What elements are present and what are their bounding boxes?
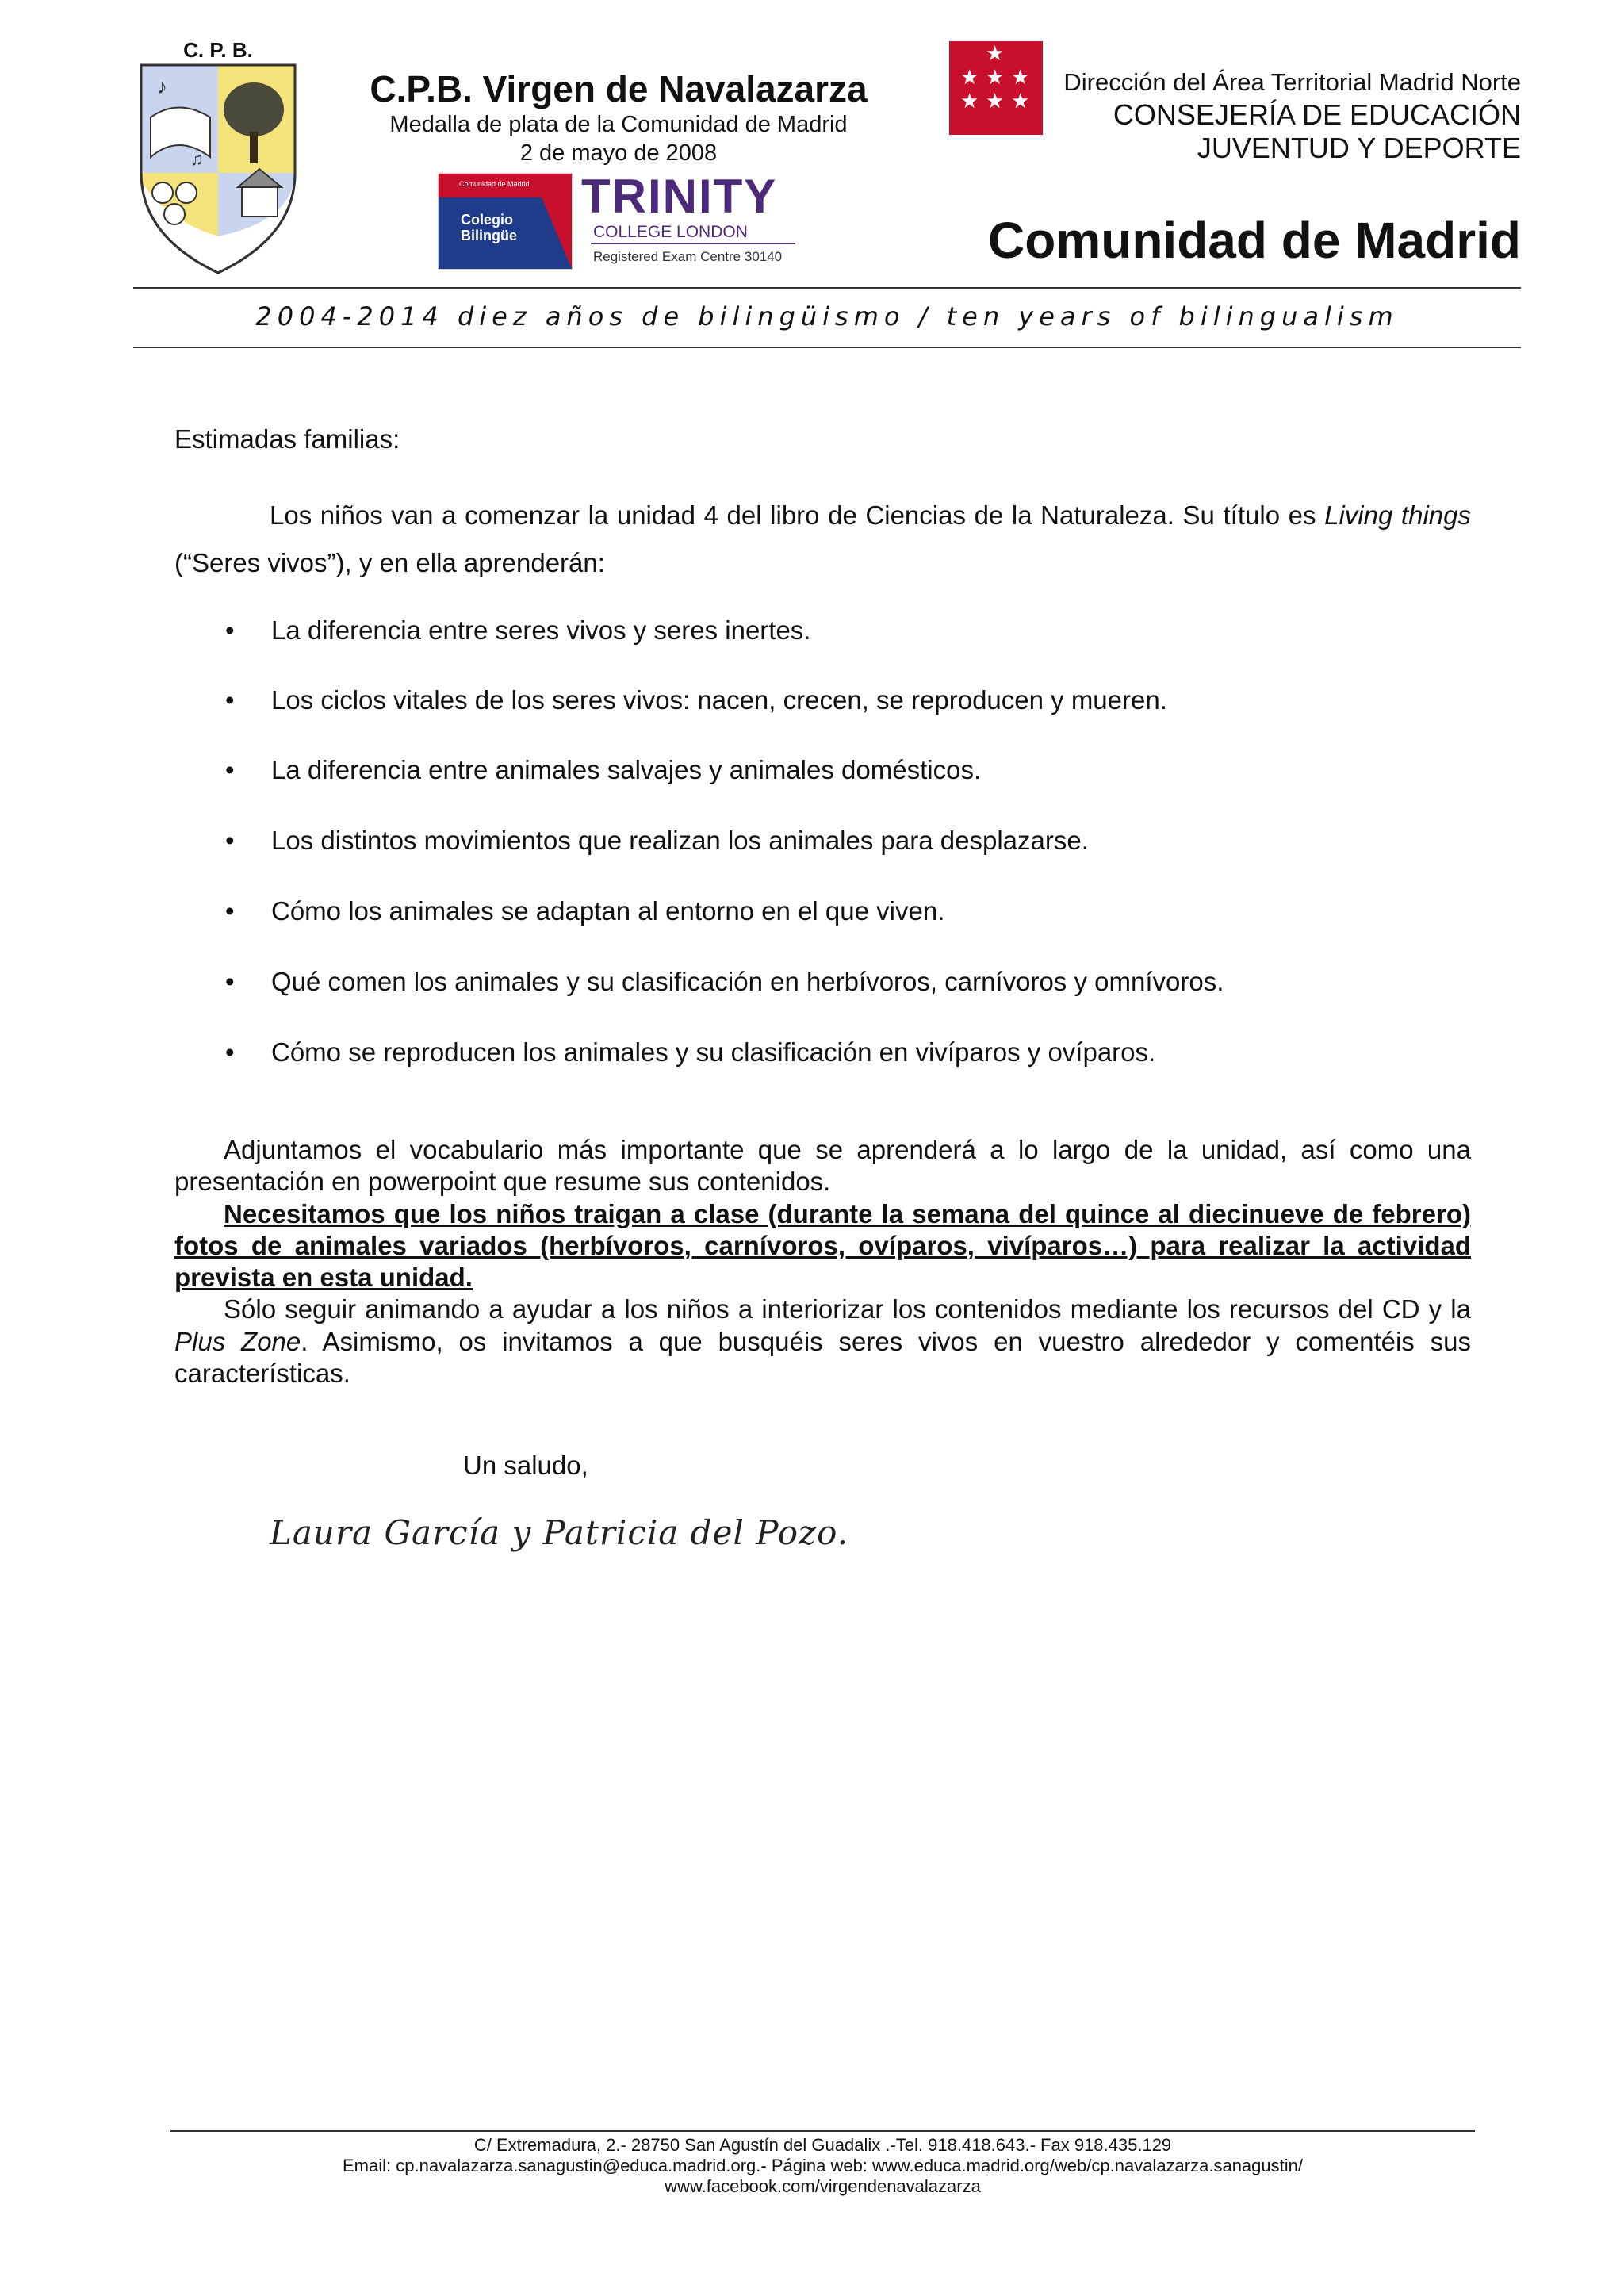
star-icon: ★ bbox=[986, 89, 1005, 113]
vocabulary-paragraph: Adjuntamos el vocabulario más importante que se aprenderá a lo largo de la unidad, así como una presentación en powerpoint que resume sus contenidos. bbox=[174, 1135, 1471, 1197]
consejeria-heading: CONSEJERÍA DE EDUCACIÓN bbox=[1113, 98, 1521, 131]
star-icon: ★ bbox=[960, 89, 979, 113]
unit-title: Living things bbox=[1324, 500, 1471, 530]
trinity-logo-college: COLLEGE LONDON bbox=[593, 223, 748, 241]
comunidad-heading: Comunidad de Madrid bbox=[988, 212, 1521, 269]
bullet-icon: • bbox=[225, 685, 235, 715]
svg-text:♫: ♫ bbox=[190, 149, 204, 169]
plus-zone-term: Plus Zone bbox=[174, 1326, 301, 1356]
encouragement-text-end: . Asimismo, os invitamos a que busquéis seres vivos en vuestro alrededor y comentéis sus características. bbox=[174, 1326, 1471, 1388]
footer-facebook: www.facebook.com/virgendenavalazarza bbox=[665, 2176, 981, 2196]
juventud-heading: JUVENTUD Y DEPORTE bbox=[1197, 132, 1521, 164]
dat-heading: Dirección del Área Territorial Madrid Norte bbox=[1063, 68, 1521, 96]
footer-divider bbox=[170, 2130, 1475, 2132]
star-icon: ★ bbox=[1011, 65, 1030, 89]
header-divider-top bbox=[133, 287, 1521, 289]
trinity-divider bbox=[591, 243, 795, 244]
letter-paragraphs bbox=[174, 1134, 1471, 1389]
bullet-icon: • bbox=[225, 967, 235, 996]
footer-address: C/ Extremadura, 2.- 28750 San Agustín del Guadalix .-Tel. 918.418.643.- Fax 918.435.129 bbox=[473, 2135, 1172, 2155]
star-icon: ★ bbox=[960, 65, 979, 89]
intro-text-end: (“Seres vivos”), y en ella aprenderán: bbox=[174, 548, 605, 577]
bilingue-badge-top-label: Comunidad de Madrid bbox=[459, 180, 530, 188]
greeting: Estimadas familias: bbox=[174, 424, 400, 454]
madrid-flag-logo bbox=[949, 41, 1043, 135]
bullet-icon: • bbox=[225, 615, 235, 645]
encouragement-text: Sólo seguir animando a ayudar a los niños a interiorizar los contenidos mediante los recursos del CD y la bbox=[224, 1294, 1471, 1324]
star-icon: ★ bbox=[986, 65, 1005, 89]
intro-paragraph bbox=[174, 492, 1471, 587]
medal-line: Medalla de plata de la Comunidad de Madrid bbox=[389, 112, 848, 137]
intro-text: Los niños van a comenzar la unidad 4 del libro de Ciencias de la Naturaleza. Su título es bbox=[270, 500, 1325, 530]
header-divider-bottom bbox=[133, 347, 1521, 348]
encouragement-paragraph bbox=[174, 1294, 1471, 1389]
closing: Un saludo, bbox=[463, 1451, 588, 1480]
trinity-logo-name: TRINITY bbox=[581, 170, 778, 223]
bilingue-badge-label: Colegio Bilingüe bbox=[461, 212, 517, 243]
bullet-icon: • bbox=[225, 1037, 235, 1067]
signature: Laura García y Patricia del Pozo. bbox=[270, 1513, 849, 1552]
medal-date: 2 de mayo de 2008 bbox=[519, 140, 718, 166]
bullet-icon: • bbox=[225, 826, 235, 855]
footer-email-web: Email: cp.navalazarza.sanagustin@educa.madrid.org.- Página web: www.educa.madrid.org/web/cp.navalazarza.sanagustin/ bbox=[343, 2156, 1303, 2175]
trinity-exam-centre: Registered Exam Centre 30140 bbox=[593, 249, 783, 264]
school-name: C.P.B. Virgen de Navalazarza bbox=[370, 68, 868, 109]
photos-request-paragraph: Necesitamos que los niños traigan a clase (durante la semana del quince al diecinueve de febrero) fotos de animales variados (herbívoros, carnívoros, ovíparos, vivíparos…) para realizar la actividad prevista en esta unidad. bbox=[174, 1198, 1471, 1292]
svg-text:♪: ♪ bbox=[157, 75, 167, 98]
star-icon: ★ bbox=[986, 41, 1005, 65]
bullet-icon: • bbox=[225, 896, 235, 926]
svg-text:C. P. B.: C. P. B. bbox=[183, 38, 253, 62]
school-crest-logo bbox=[135, 38, 301, 276]
star-icon: ★ bbox=[1011, 89, 1030, 113]
bilingual-motto: 2004-2014 diez años de bilingüismo / ten years of bilingualism bbox=[255, 301, 1399, 332]
bullet-icon: • bbox=[225, 755, 235, 784]
colegio-bilingue-badge bbox=[438, 173, 573, 270]
